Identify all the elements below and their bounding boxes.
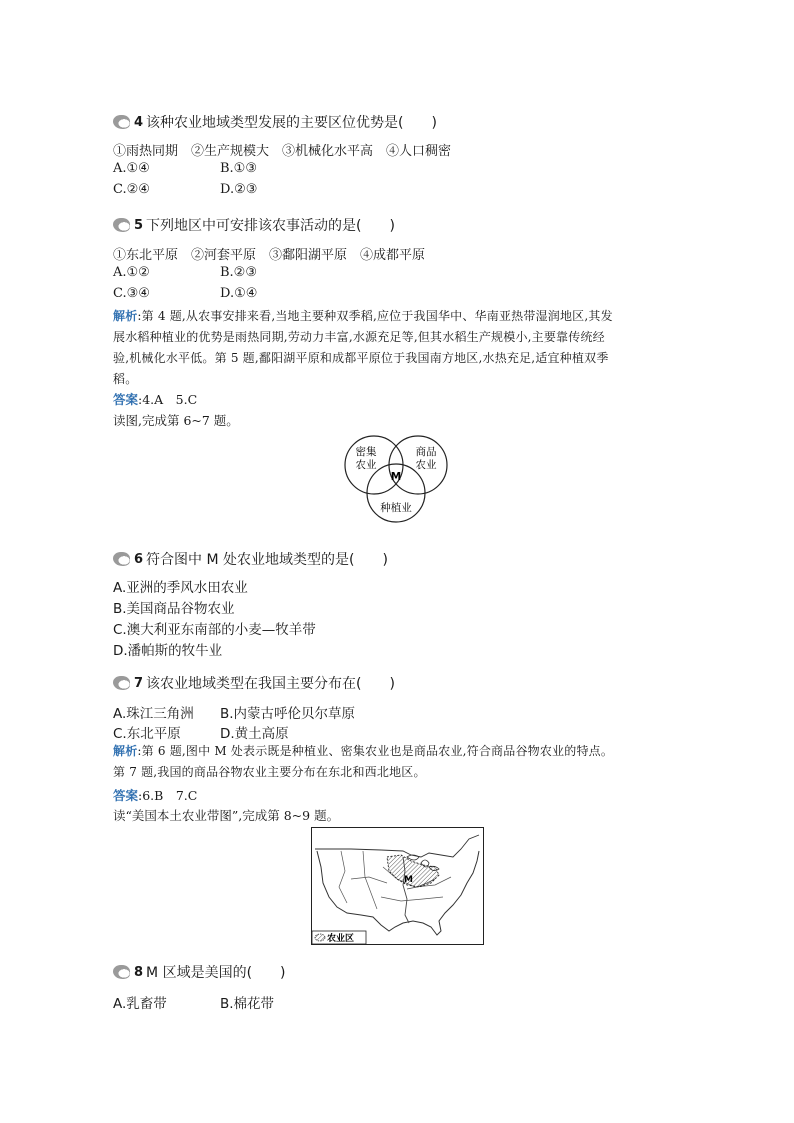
option-d: D.②③ bbox=[220, 182, 258, 197]
map-frame bbox=[312, 828, 484, 945]
explanation-tag: 解析 bbox=[113, 744, 138, 758]
option-b: B.②③ bbox=[220, 265, 257, 280]
answer-tag: 答案 bbox=[113, 392, 139, 407]
explanation-line: :第 4 题,从农事安排来看,当地主要种双季稻,应位于我国华中、华南亚热带湿润地区,其发 bbox=[137, 309, 613, 323]
explanation-line: 验,机械化水平低。第 5 题,鄱阳湖平原和成都平原位于我国南方地区,水热充足,适宜种植双季 bbox=[113, 351, 609, 365]
option-c: C.③④ bbox=[113, 286, 150, 301]
option-b: B.①③ bbox=[220, 161, 257, 176]
question-number: 5 bbox=[134, 217, 144, 233]
option-a: A.①② bbox=[113, 265, 150, 280]
question-number: 8 bbox=[134, 964, 144, 980]
option-c: C.东北平原 bbox=[113, 726, 181, 742]
option-d: D.潘帕斯的牧牛业 bbox=[113, 643, 223, 659]
answer-tag: 答案 bbox=[113, 788, 139, 803]
instruction-8-9: 读“美国本土农业带图”,完成第 8~9 题。 bbox=[113, 808, 340, 823]
instruction-6-7: 读图,完成第 6~7 题。 bbox=[113, 413, 239, 428]
question-6-header bbox=[113, 549, 388, 569]
question-text: 该种农业地域类型发展的主要区位优势是( ) bbox=[146, 115, 437, 131]
explanation-line: 稻。 bbox=[113, 372, 138, 386]
question-bullet-icon bbox=[113, 115, 130, 129]
venn-left-label-2: 农业 bbox=[355, 459, 377, 471]
map-legend-label: 农业区 bbox=[327, 934, 355, 944]
question-7-header bbox=[113, 673, 395, 693]
question-4-items: ①雨热同期 ②生产规模大 ③机械化水平高 ④人口稠密 bbox=[113, 144, 452, 159]
explanation-tag: 解析 bbox=[113, 309, 138, 323]
option-d: D.①④ bbox=[220, 286, 258, 301]
venn-left-label-1: 密集 bbox=[355, 446, 377, 458]
option-a: A.乳畜带 bbox=[113, 996, 167, 1012]
answer-6-7 bbox=[113, 786, 197, 804]
question-text: 符合图中 M 处农业地域类型的是( ) bbox=[146, 552, 388, 568]
question-4-header bbox=[113, 112, 437, 132]
question-number: 6 bbox=[134, 551, 144, 567]
option-b: B.美国商品谷物农业 bbox=[113, 601, 235, 617]
option-b: B.内蒙古呼伦贝尔草原 bbox=[220, 706, 356, 722]
venn-diagram bbox=[340, 433, 452, 525]
explanation-line: 第 7 题,我国的商品谷物农业主要分布在东北和西北地区。 bbox=[113, 765, 426, 779]
question-bullet-icon bbox=[113, 676, 130, 690]
option-b: B.棉花带 bbox=[220, 996, 275, 1012]
option-a: A.①④ bbox=[113, 161, 150, 176]
question-number: 7 bbox=[134, 675, 144, 691]
venn-center-label: M bbox=[390, 471, 402, 483]
option-c: C.②④ bbox=[113, 182, 150, 197]
question-number: 4 bbox=[134, 114, 144, 130]
explanation-4-5 bbox=[113, 306, 683, 390]
question-text: 下列地区中可安排该农事活动的是( ) bbox=[146, 218, 395, 234]
venn-right-label-1: 商品 bbox=[415, 446, 437, 458]
option-d: D.黄土高原 bbox=[220, 726, 289, 742]
option-a: A.珠江三角洲 bbox=[113, 706, 194, 722]
answer-4-5 bbox=[113, 390, 197, 408]
question-bullet-icon bbox=[113, 552, 130, 566]
question-bullet-icon bbox=[113, 218, 130, 232]
map-marker-m: M bbox=[404, 875, 413, 885]
explanation-line: 展水稻种植业的优势是雨热同期,劳动力丰富,水源充足等,但其水稻生产规模小,主要靠传统经 bbox=[113, 330, 605, 344]
us-agriculture-map bbox=[311, 827, 484, 945]
question-bullet-icon bbox=[113, 965, 130, 979]
explanation-6-7 bbox=[113, 741, 683, 783]
option-c: C.澳大利亚东南部的小麦—牧羊带 bbox=[113, 622, 316, 638]
explanation-line: :第 6 题,图中 M 处表示既是种植业、密集农业也是商品农业,符合商品谷物农业的特点。 bbox=[137, 744, 614, 758]
answer-text: :6.B 7.C bbox=[138, 788, 198, 803]
question-5-header bbox=[113, 215, 395, 235]
answer-text: :4.A 5.C bbox=[138, 392, 198, 407]
venn-bottom-label: 种植业 bbox=[380, 502, 412, 514]
question-text: M 区域是美国的( ) bbox=[146, 965, 286, 981]
venn-right-label-2: 农业 bbox=[415, 459, 437, 471]
question-8-header bbox=[113, 962, 286, 982]
question-5-items: ①东北平原 ②河套平原 ③鄱阳湖平原 ④成都平原 bbox=[113, 248, 426, 263]
option-a: A.亚洲的季风水田农业 bbox=[113, 580, 248, 596]
question-text: 该农业地域类型在我国主要分布在( ) bbox=[146, 676, 395, 692]
legend-hatch-icon bbox=[315, 934, 325, 941]
